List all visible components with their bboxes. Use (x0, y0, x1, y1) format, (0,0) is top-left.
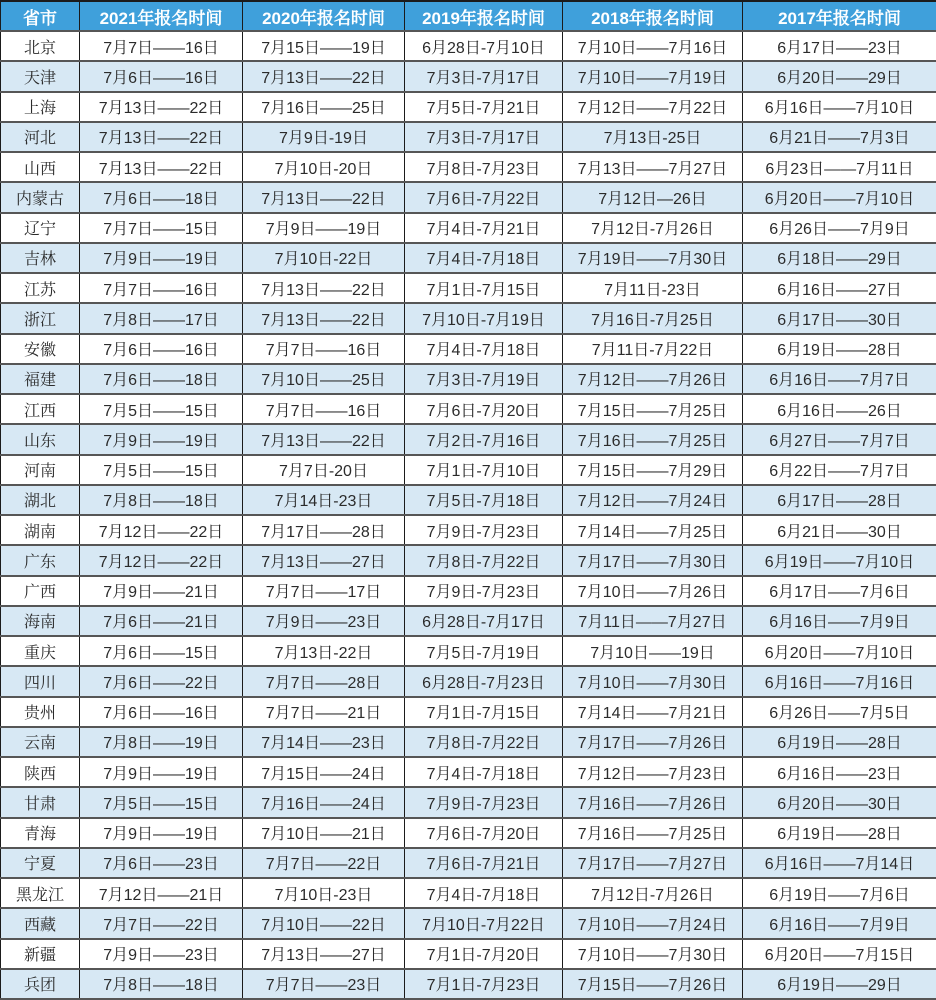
table-row (1, 636, 936, 666)
table-row (1, 182, 936, 212)
date-range-cell: 7月10日-22日 (243, 243, 405, 273)
date-range-cell: 7月6日-7月20日 (405, 818, 563, 848)
date-range-cell: 6月20日——7月15日 (743, 939, 936, 969)
date-range-cell: 7月10日——7月26日 (563, 576, 743, 606)
date-range-cell: 7月2日-7月16日 (405, 424, 563, 454)
date-range-cell: 6月19日——28日 (743, 334, 936, 364)
date-range-cell: 7月6日——18日 (80, 182, 243, 212)
date-range-cell: 7月7日-20日 (243, 455, 405, 485)
date-range-cell: 7月9日-7月23日 (405, 576, 563, 606)
date-range-cell: 6月21日——30日 (743, 515, 936, 545)
date-range-cell: 7月4日-7月21日 (405, 213, 563, 243)
date-range-cell: 7月13日——27日 (243, 939, 405, 969)
date-range-cell: 6月19日——28日 (743, 818, 936, 848)
table-row (1, 576, 936, 606)
date-range-cell: 7月16日-7月25日 (563, 303, 743, 333)
province-cell: 河南 (1, 455, 80, 485)
table-body (1, 31, 936, 999)
province-cell: 吉林 (1, 243, 80, 273)
date-range-cell: 7月12日-7月26日 (563, 213, 743, 243)
date-range-cell: 7月12日——7月22日 (563, 92, 743, 122)
date-range-cell: 6月18日——29日 (743, 243, 936, 273)
date-range-cell: 7月9日——19日 (243, 213, 405, 243)
province-cell: 甘肃 (1, 787, 80, 817)
province-cell: 湖北 (1, 485, 80, 515)
date-range-cell: 7月15日——19日 (243, 31, 405, 61)
date-range-cell: 7月10日——25日 (243, 364, 405, 394)
date-range-cell: 7月17日——28日 (243, 515, 405, 545)
table-row (1, 455, 936, 485)
date-range-cell: 7月10日——7月24日 (563, 908, 743, 938)
date-range-cell: 7月15日——24日 (243, 757, 405, 787)
date-range-cell: 7月7日——15日 (80, 213, 243, 243)
date-range-cell: 7月9日-7月23日 (405, 787, 563, 817)
date-range-cell: 7月19日——7月30日 (563, 243, 743, 273)
date-range-cell: 7月6日——16日 (80, 697, 243, 727)
date-range-cell: 7月9日-19日 (243, 122, 405, 152)
date-range-cell: 7月10日——7月30日 (563, 666, 743, 696)
date-range-cell: 7月17日——7月26日 (563, 727, 743, 757)
date-range-cell: 6月19日——29日 (743, 969, 936, 999)
province-cell: 内蒙古 (1, 182, 80, 212)
date-range-cell: 7月11日-7月22日 (563, 334, 743, 364)
date-range-cell: 7月15日——7月26日 (563, 969, 743, 999)
date-range-cell: 7月16日——7月25日 (563, 424, 743, 454)
date-range-cell: 6月17日——28日 (743, 485, 936, 515)
date-range-cell: 7月8日——19日 (80, 727, 243, 757)
date-range-cell: 6月19日——7月10日 (743, 545, 936, 575)
date-range-cell: 7月10日-23日 (243, 878, 405, 908)
date-range-cell: 7月16日——24日 (243, 787, 405, 817)
date-range-cell: 7月7日——21日 (243, 697, 405, 727)
date-range-cell: 6月16日——7月14日 (743, 848, 936, 878)
date-range-cell: 7月13日——22日 (243, 303, 405, 333)
date-range-cell: 7月13日-25日 (563, 122, 743, 152)
date-range-cell: 6月22日——7月7日 (743, 455, 936, 485)
header-row (1, 1, 936, 31)
date-range-cell: 7月12日——21日 (80, 878, 243, 908)
date-range-cell: 7月1日-7月20日 (405, 939, 563, 969)
date-range-cell: 7月13日——22日 (243, 424, 405, 454)
province-cell: 安徽 (1, 334, 80, 364)
table-row (1, 273, 936, 303)
date-range-cell: 7月3日-7月19日 (405, 364, 563, 394)
date-range-cell: 6月16日——7月7日 (743, 364, 936, 394)
date-range-cell: 7月8日——18日 (80, 969, 243, 999)
date-range-cell: 7月6日-7月22日 (405, 182, 563, 212)
date-range-cell: 6月20日——29日 (743, 61, 936, 91)
date-range-cell: 7月5日——15日 (80, 455, 243, 485)
date-range-cell: 7月6日——16日 (80, 334, 243, 364)
date-range-cell: 7月10日——22日 (243, 908, 405, 938)
table-row (1, 939, 936, 969)
date-range-cell: 7月8日——17日 (80, 303, 243, 333)
header-cell-year: 2019年报名时间 (405, 1, 563, 31)
date-range-cell: 6月28日-7月23日 (405, 666, 563, 696)
date-range-cell: 7月14日——7月25日 (563, 515, 743, 545)
province-cell: 江苏 (1, 273, 80, 303)
date-range-cell: 7月5日-7月21日 (405, 92, 563, 122)
table-row (1, 61, 936, 91)
date-range-cell: 7月9日——19日 (80, 757, 243, 787)
date-range-cell: 6月23日——7月11日 (743, 152, 936, 182)
header-cell-year: 2020年报名时间 (243, 1, 405, 31)
date-range-cell: 7月6日-7月21日 (405, 848, 563, 878)
table-row (1, 787, 936, 817)
date-range-cell: 6月20日——30日 (743, 787, 936, 817)
province-cell: 陕西 (1, 757, 80, 787)
date-range-cell: 7月9日——19日 (80, 424, 243, 454)
date-range-cell: 7月17日——7月27日 (563, 848, 743, 878)
date-range-cell: 7月9日——21日 (80, 576, 243, 606)
table-row (1, 92, 936, 122)
date-range-cell: 7月9日——19日 (80, 243, 243, 273)
date-range-cell: 7月4日-7月18日 (405, 334, 563, 364)
date-range-cell: 7月1日-7月15日 (405, 697, 563, 727)
province-cell: 福建 (1, 364, 80, 394)
date-range-cell: 6月16日——27日 (743, 273, 936, 303)
date-range-cell: 7月14日——23日 (243, 727, 405, 757)
table-row (1, 243, 936, 273)
table-header (1, 1, 936, 31)
date-range-cell: 7月13日——22日 (243, 273, 405, 303)
province-cell: 贵州 (1, 697, 80, 727)
date-range-cell: 7月6日——21日 (80, 606, 243, 636)
date-range-cell: 7月7日——22日 (80, 908, 243, 938)
table-row (1, 908, 936, 938)
table-row (1, 727, 936, 757)
date-range-cell: 7月9日——23日 (80, 939, 243, 969)
header-cell-year: 2017年报名时间 (743, 1, 936, 31)
date-range-cell: 6月16日——26日 (743, 394, 936, 424)
table-row (1, 969, 936, 999)
date-range-cell: 6月16日——7月9日 (743, 908, 936, 938)
table-row (1, 545, 936, 575)
date-range-cell: 6月17日——23日 (743, 31, 936, 61)
date-range-cell: 7月4日-7月18日 (405, 243, 563, 273)
province-cell: 辽宁 (1, 213, 80, 243)
table-row (1, 213, 936, 243)
date-range-cell: 6月20日——7月10日 (743, 182, 936, 212)
date-range-cell: 7月7日——22日 (243, 848, 405, 878)
date-range-cell: 7月9日——23日 (243, 606, 405, 636)
province-cell: 黑龙江 (1, 878, 80, 908)
date-range-cell: 7月6日——18日 (80, 364, 243, 394)
date-range-cell: 7月4日-7月18日 (405, 878, 563, 908)
date-range-cell: 7月8日——18日 (80, 485, 243, 515)
province-cell: 湖南 (1, 515, 80, 545)
header-cell-province: 省市 (1, 1, 80, 31)
table-row (1, 757, 936, 787)
table-row (1, 878, 936, 908)
date-range-cell: 7月7日——16日 (80, 273, 243, 303)
table-row (1, 818, 936, 848)
date-range-cell: 7月10日——7月16日 (563, 31, 743, 61)
date-range-cell: 6月21日——7月3日 (743, 122, 936, 152)
province-cell: 广西 (1, 576, 80, 606)
date-range-cell: 7月12日—26日 (563, 182, 743, 212)
province-cell: 河北 (1, 122, 80, 152)
date-range-cell: 7月10日-7月19日 (405, 303, 563, 333)
date-range-cell: 7月7日——23日 (243, 969, 405, 999)
date-range-cell: 7月7日——16日 (243, 394, 405, 424)
table-row (1, 697, 936, 727)
date-range-cell: 7月15日——7月29日 (563, 455, 743, 485)
date-range-cell: 7月5日——15日 (80, 787, 243, 817)
province-cell: 北京 (1, 31, 80, 61)
date-range-cell: 7月10日——7月30日 (563, 939, 743, 969)
date-range-cell: 7月7日——16日 (243, 334, 405, 364)
date-range-cell: 7月13日-22日 (243, 636, 405, 666)
header-cell-year: 2018年报名时间 (563, 1, 743, 31)
date-range-cell: 7月16日——7月25日 (563, 818, 743, 848)
province-cell: 浙江 (1, 303, 80, 333)
province-cell: 广东 (1, 545, 80, 575)
date-range-cell: 7月3日-7月17日 (405, 122, 563, 152)
date-range-cell: 7月7日——17日 (243, 576, 405, 606)
date-range-cell: 6月16日——7月16日 (743, 666, 936, 696)
date-range-cell: 7月1日-7月23日 (405, 969, 563, 999)
date-range-cell: 7月8日-7月22日 (405, 727, 563, 757)
date-range-cell: 6月27日——7月7日 (743, 424, 936, 454)
province-cell: 西藏 (1, 908, 80, 938)
date-range-cell: 6月20日——7月10日 (743, 636, 936, 666)
date-range-cell: 7月10日——7月19日 (563, 61, 743, 91)
date-range-cell: 7月1日-7月15日 (405, 273, 563, 303)
date-range-cell: 7月14日-23日 (243, 485, 405, 515)
date-range-cell: 6月26日——7月9日 (743, 213, 936, 243)
table-row (1, 485, 936, 515)
table-row (1, 364, 936, 394)
date-range-cell: 7月7日——28日 (243, 666, 405, 696)
province-cell: 海南 (1, 606, 80, 636)
date-range-cell: 7月15日——7月25日 (563, 394, 743, 424)
date-range-cell: 6月17日——7月6日 (743, 576, 936, 606)
province-cell: 江西 (1, 394, 80, 424)
date-range-cell: 6月16日——7月9日 (743, 606, 936, 636)
header-cell-year: 2021年报名时间 (80, 1, 243, 31)
date-range-cell: 7月14日——7月21日 (563, 697, 743, 727)
table-row (1, 515, 936, 545)
date-range-cell: 6月28日-7月17日 (405, 606, 563, 636)
date-range-cell: 7月12日-7月26日 (563, 878, 743, 908)
table-row (1, 424, 936, 454)
date-range-cell: 6月28日-7月10日 (405, 31, 563, 61)
date-range-cell: 7月10日-20日 (243, 152, 405, 182)
table-row (1, 334, 936, 364)
province-cell: 重庆 (1, 636, 80, 666)
date-range-cell: 6月19日——7月6日 (743, 878, 936, 908)
table-row (1, 394, 936, 424)
province-cell: 青海 (1, 818, 80, 848)
date-range-cell: 7月9日-7月23日 (405, 515, 563, 545)
date-range-cell: 7月13日——27日 (243, 545, 405, 575)
date-range-cell: 7月10日——19日 (563, 636, 743, 666)
province-cell: 山西 (1, 152, 80, 182)
table-row (1, 666, 936, 696)
date-range-cell: 6月17日——30日 (743, 303, 936, 333)
date-range-cell: 7月6日-7月20日 (405, 394, 563, 424)
date-range-cell: 7月13日——22日 (80, 92, 243, 122)
province-cell: 云南 (1, 727, 80, 757)
date-range-cell: 7月17日——7月30日 (563, 545, 743, 575)
date-range-cell: 7月5日-7月19日 (405, 636, 563, 666)
date-range-cell: 7月3日-7月17日 (405, 61, 563, 91)
date-range-cell: 7月6日——15日 (80, 636, 243, 666)
date-range-cell: 7月16日——25日 (243, 92, 405, 122)
table-row (1, 122, 936, 152)
date-range-cell: 7月12日——7月24日 (563, 485, 743, 515)
date-range-cell: 7月5日-7月18日 (405, 485, 563, 515)
table-row (1, 303, 936, 333)
date-range-cell: 7月12日——22日 (80, 545, 243, 575)
date-range-cell: 7月6日——22日 (80, 666, 243, 696)
date-range-cell: 6月26日——7月5日 (743, 697, 936, 727)
table-row (1, 31, 936, 61)
date-range-cell: 7月13日——22日 (243, 182, 405, 212)
date-range-cell: 7月6日——23日 (80, 848, 243, 878)
date-range-cell: 7月7日——16日 (80, 31, 243, 61)
date-range-cell: 7月11日-23日 (563, 273, 743, 303)
table-row (1, 606, 936, 636)
date-range-cell: 6月19日——28日 (743, 727, 936, 757)
date-range-cell: 7月12日——7月26日 (563, 364, 743, 394)
date-range-cell: 7月13日——22日 (243, 61, 405, 91)
date-range-cell: 7月8日-7月23日 (405, 152, 563, 182)
date-range-cell: 7月6日——16日 (80, 61, 243, 91)
date-range-cell: 7月9日——19日 (80, 818, 243, 848)
table-row (1, 152, 936, 182)
province-cell: 山东 (1, 424, 80, 454)
province-cell: 兵团 (1, 969, 80, 999)
province-cell: 上海 (1, 92, 80, 122)
date-range-cell: 6月16日——7月10日 (743, 92, 936, 122)
date-range-cell: 7月16日——7月26日 (563, 787, 743, 817)
date-range-cell: 7月13日——7月27日 (563, 152, 743, 182)
date-range-cell: 7月8日-7月22日 (405, 545, 563, 575)
province-cell: 宁夏 (1, 848, 80, 878)
province-cell: 天津 (1, 61, 80, 91)
date-range-cell: 7月1日-7月10日 (405, 455, 563, 485)
date-range-cell: 7月10日-7月22日 (405, 908, 563, 938)
date-range-cell: 7月12日——22日 (80, 515, 243, 545)
province-cell: 四川 (1, 666, 80, 696)
date-range-cell: 7月13日——22日 (80, 152, 243, 182)
date-range-cell: 7月4日-7月18日 (405, 757, 563, 787)
date-range-cell: 7月12日——7月23日 (563, 757, 743, 787)
date-range-cell: 7月13日——22日 (80, 122, 243, 152)
date-range-cell: 7月11日——7月27日 (563, 606, 743, 636)
date-range-cell: 6月16日——23日 (743, 757, 936, 787)
province-cell: 新疆 (1, 939, 80, 969)
date-range-cell: 7月10日——21日 (243, 818, 405, 848)
date-range-cell: 7月5日——15日 (80, 394, 243, 424)
table-row (1, 848, 936, 878)
